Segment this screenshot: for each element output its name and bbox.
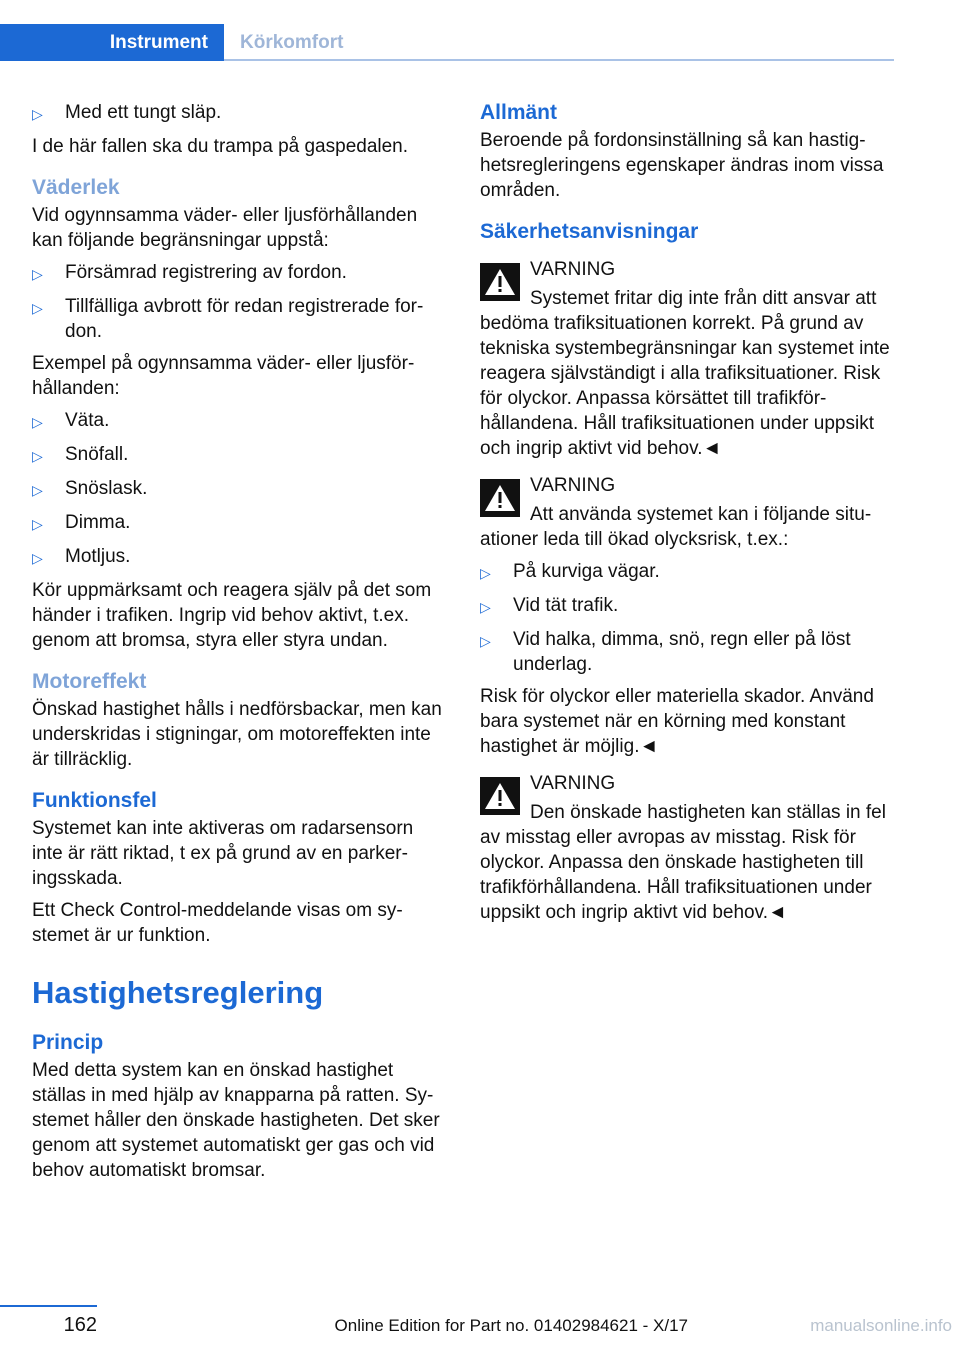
heading-principle: Princip xyxy=(32,1031,104,1054)
tab-korkomfort[interactable]: Körkomfort xyxy=(240,31,344,53)
section-title: Hastighetsreglering xyxy=(32,975,324,1010)
edition-text: Online Edition for Part no. 01402984621 - X/17 xyxy=(334,1316,688,1335)
warning-triangle-icon xyxy=(480,777,520,815)
paragraph: Risk för olyckor eller materiella skador. Använd bara systemet när en körning med konstant hastighet är möjlig.◄ xyxy=(480,686,874,757)
heading-malfunction: Funktionsfel xyxy=(32,789,157,812)
paragraph: I de här fallen ska du trampa på gaspedalen. xyxy=(32,136,409,157)
warning-block xyxy=(480,473,896,552)
warning-heading: VARNING xyxy=(530,475,616,496)
triangle-right-icon: ▷ xyxy=(32,414,43,430)
list-item: ▷ Med ett tungt släp. xyxy=(32,100,448,127)
paragraph: Med detta system kan en önskad hastighet ställas in med hjälp av knapparna på ratten. Systemet håller den önskade hastigheten. Det sker genom att systemet automatiskt ger gas och vid behov automatiskt bromsar. xyxy=(32,1060,440,1181)
heading-safety: Säkerhetsanvisningar xyxy=(480,220,699,243)
triangle-right-icon: ▷ xyxy=(32,516,43,532)
warning-block xyxy=(480,771,896,925)
paragraph: Beroende på fordonsinställning så kan hastighetsregleringens egenskaper ändras inom vissa områden. xyxy=(480,130,884,201)
watermark: manualsonline.info xyxy=(810,1316,952,1335)
triangle-right-icon: ▷ xyxy=(32,448,43,464)
left-column xyxy=(32,100,448,1190)
list-item: ▷ Vid halka, dimma, snö, regn eller på löst underlag. xyxy=(480,629,851,675)
list-item: ▷ Väta. xyxy=(32,408,448,435)
triangle-right-icon: ▷ xyxy=(480,599,491,615)
list-item: ▷ Tillfälliga avbrott för redan registrerade fordon. xyxy=(32,296,424,342)
list-item: ▷ Vid tät trafik. xyxy=(480,593,896,620)
page-number: 162 xyxy=(63,1314,97,1336)
paragraph: Kör uppmärksamt och reagera själv på det som händer i trafiken. Ingrip vid behov aktivt, t.ex. genom att bromsa, styra eller styra undan. xyxy=(32,580,432,651)
paragraph: Systemet kan inte aktiveras om radarsensorn inte är rätt riktad, t ex på grund av en parkeringsskada. xyxy=(32,818,414,889)
list-item: ▷ Dimma. xyxy=(32,510,448,537)
warning-triangle-icon xyxy=(480,479,520,517)
paragraph: Önskad hastighet hålls i nedförsbackar, men kan underskridas i stigningar, om motoreffekten inte är tillräcklig. xyxy=(32,699,442,770)
triangle-right-icon: ▷ xyxy=(480,633,491,649)
triangle-right-icon: ▷ xyxy=(32,482,43,498)
footer-rule xyxy=(0,1305,97,1307)
triangle-right-icon: ▷ xyxy=(32,300,43,316)
warning-text: Systemet fritar dig inte från ditt ansvar att bedöma trafiksituationen korrekt. På grund av tekniska systembegränsningar kan systemet inte reagera självständigt i alla trafiksituationer. Risk för olyckor. Anpassa körsättet till trafikförhållandena. Håll trafiksituationen under uppsikt och ingrip aktivt vid behov.◄ xyxy=(480,288,890,459)
bullet-list xyxy=(32,408,448,571)
list-item: ▷ Snöslask. xyxy=(32,476,448,503)
warning-triangle-icon xyxy=(480,263,520,301)
paragraph: Exempel på ogynnsamma väder- eller ljusförhållanden: xyxy=(32,353,415,399)
paragraph: Ett Check Control-meddelande visas om systemet är ur funktion. xyxy=(32,900,403,946)
header-rule xyxy=(224,59,894,61)
triangle-right-icon: ▷ xyxy=(32,550,43,566)
heading-engine-power: Motoreffekt xyxy=(32,670,147,693)
warning-heading: VARNING xyxy=(530,259,616,280)
warning-text: Att använda systemet kan i följande situationer leda till ökad olycksrisk, t.ex.: xyxy=(480,504,872,550)
bullet-list xyxy=(32,100,448,127)
list-item: ▷ På kurviga vägar. xyxy=(480,559,896,586)
warning-block xyxy=(480,257,896,461)
bullet-list xyxy=(32,260,448,344)
triangle-right-icon: ▷ xyxy=(32,266,43,282)
triangle-right-icon: ▷ xyxy=(32,106,43,122)
bullet-list xyxy=(480,559,896,677)
heading-weather: Väderlek xyxy=(32,176,120,199)
right-column xyxy=(480,100,896,932)
paragraph: Vid ogynnsamma väder- eller ljusförhållanden kan följande begränsningar uppstå: xyxy=(32,205,418,251)
heading-general: Allmänt xyxy=(480,101,558,124)
list-item: ▷ Försämrad registrering av fordon. xyxy=(32,260,448,287)
list-item: ▷ Snöfall. xyxy=(32,442,448,469)
triangle-right-icon: ▷ xyxy=(480,565,491,581)
list-item: ▷ Motljus. xyxy=(32,544,448,571)
warning-text: Den önskade hastigheten kan ställas in fel av misstag eller avropas av misstag. Risk för olyckor. Anpassa den önskade hastigheten till trafikförhållandena. Håll trafiksituationen under uppsikt och ingrip aktivt vid behov.◄ xyxy=(480,802,886,923)
warning-heading: VARNING xyxy=(530,773,616,794)
tab-instrument[interactable]: Instrument xyxy=(0,24,224,61)
